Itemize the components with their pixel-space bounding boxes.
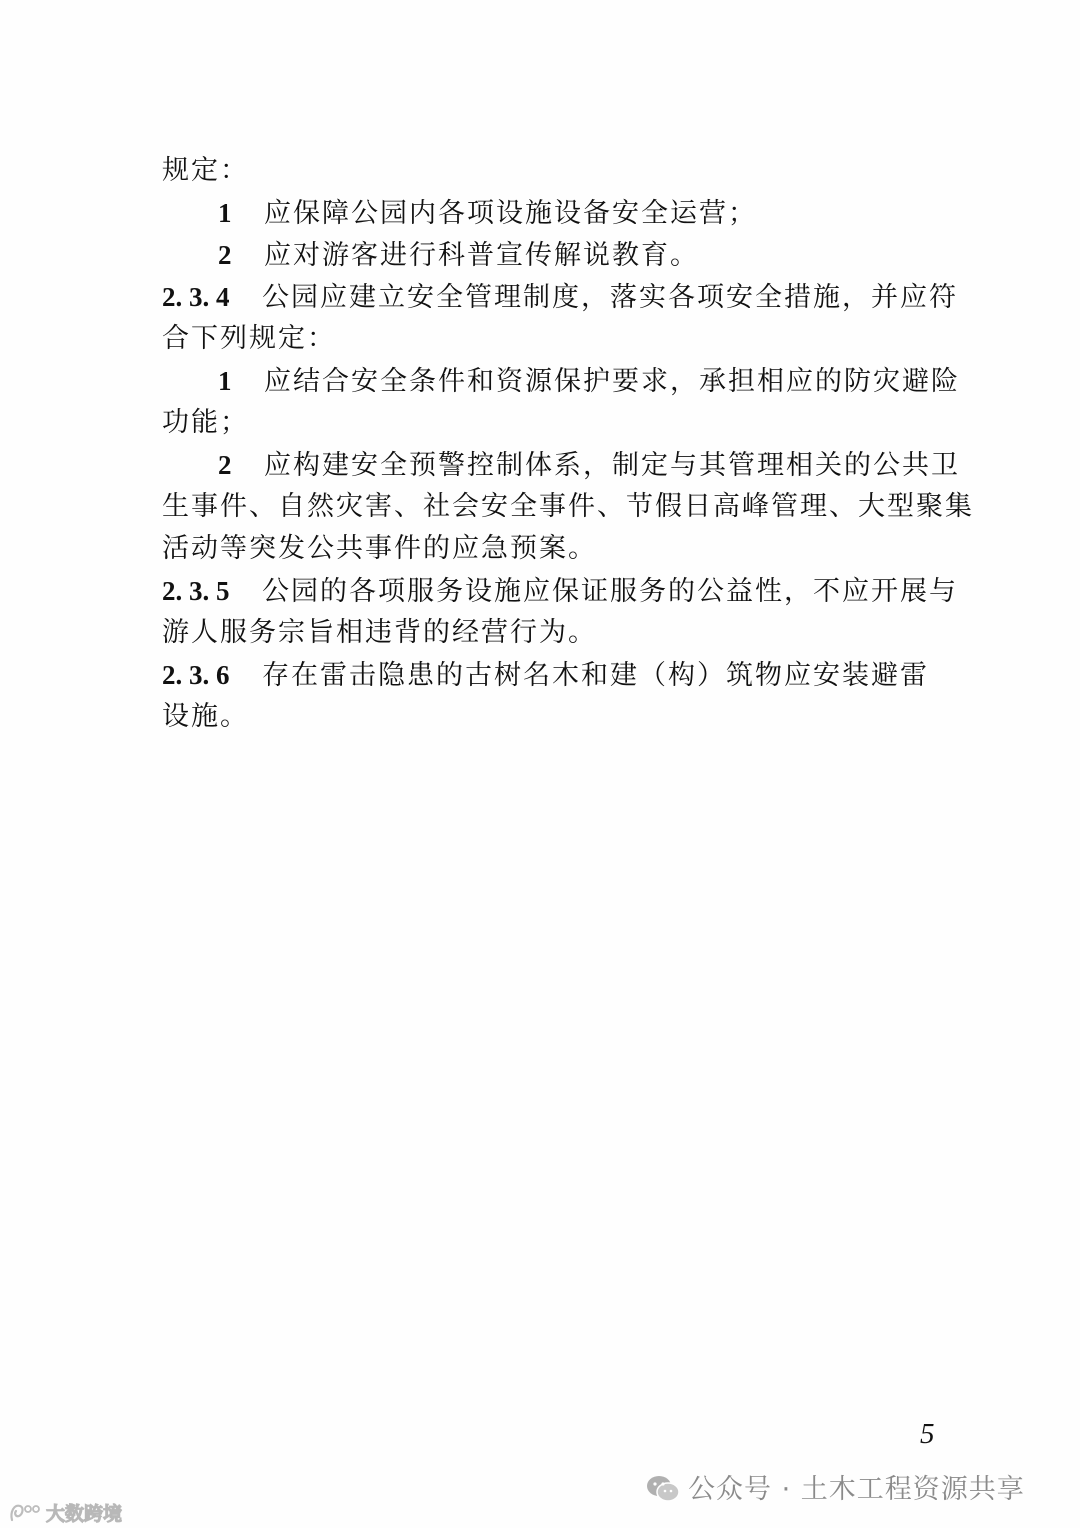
- text-line: [162, 402, 958, 444]
- clause-number: 2. 3. 6: [162, 660, 230, 690]
- clause-text: 公园应建立安全管理制度，落实各项安全措施，并应符: [262, 282, 958, 313]
- list-item: [162, 444, 958, 486]
- clause-number: 2. 3. 4: [162, 282, 230, 312]
- text-line: [162, 612, 958, 654]
- watermark-text: 大数跨境: [46, 1502, 123, 1525]
- item-number: 1: [218, 366, 232, 396]
- watermark: [8, 1498, 122, 1526]
- clause-line: [162, 276, 958, 318]
- line-text: 功能；: [162, 407, 249, 438]
- line-text: 规定：: [162, 155, 249, 186]
- text-line: [162, 696, 958, 738]
- list-item: [162, 360, 958, 402]
- line-text: 合下列规定：: [162, 323, 336, 354]
- wechat-account-text: 公众号 · 土木工程资源共享: [688, 1474, 1025, 1505]
- document-body: [162, 150, 974, 738]
- item-text: 应构建安全预警控制体系，制定与其管理相关的公共卫: [264, 450, 960, 481]
- list-item: [162, 234, 958, 276]
- text-line: [162, 318, 958, 360]
- clause-number: 2. 3. 5: [162, 576, 230, 606]
- item-text: 应对游客进行科普宣传解说教育。: [264, 240, 699, 271]
- item-number: 2: [218, 450, 232, 480]
- page-number: 5: [920, 1418, 935, 1450]
- item-number: 2: [218, 240, 232, 270]
- item-text: 应结合安全条件和资源保护要求，承担相应的防灾避险: [264, 366, 960, 397]
- line-text: 活动等突发公共事件的应急预案。: [162, 533, 597, 564]
- text-line: [162, 528, 958, 570]
- clause-text: 公园的各项服务设施应保证服务的公益性，不应开展与: [262, 576, 958, 607]
- line-text: 设施。: [162, 701, 249, 732]
- line-text: 生事件、自然灾害、社会安全事件、节假日高峰管理、大型聚集: [162, 491, 974, 522]
- clause-line: [162, 570, 958, 612]
- footer: [0, 1460, 1080, 1528]
- list-item: [162, 192, 958, 234]
- wechat-icon: [646, 1474, 680, 1504]
- line-text: 游人服务宗旨相违背的经营行为。: [162, 617, 597, 648]
- clause-line: [162, 654, 958, 696]
- watermark-logo-icon: [8, 1500, 44, 1524]
- clause-text: 存在雷击隐患的古树名木和建（构）筑物应安装避雷: [262, 660, 929, 691]
- item-number: 1: [218, 198, 232, 228]
- text-line: [162, 150, 958, 192]
- item-text: 应保障公园内各项设施设备安全运营；: [264, 198, 757, 229]
- text-line: [162, 486, 974, 528]
